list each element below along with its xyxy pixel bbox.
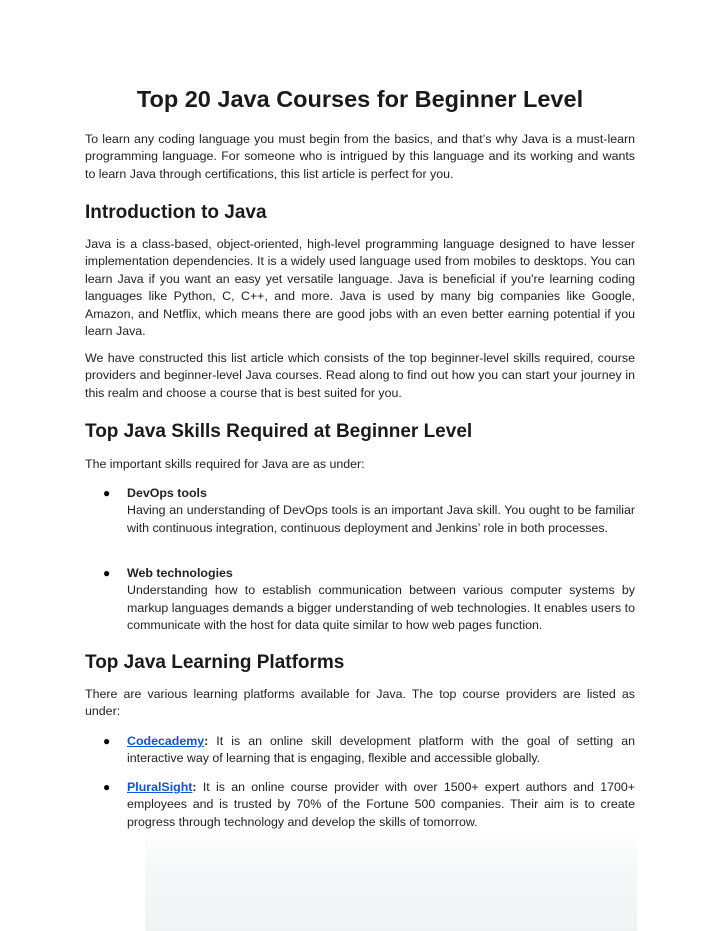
- list-item-title: DevOps tools: [127, 486, 207, 500]
- bullet-icon: ●: [103, 780, 111, 794]
- bullet-icon: ●: [103, 566, 111, 580]
- page-shadow: [145, 826, 637, 931]
- skills-paragraph: The important skills required for Java are as under:: [85, 457, 365, 471]
- pluralsight-link[interactable]: PluralSight: [127, 780, 193, 794]
- codecademy-link[interactable]: Codecademy: [127, 734, 205, 748]
- list-item-text: It is an online skill development platform with the goal of setting an interactive way of learning that is engaging, flexible and accessible globally.: [127, 734, 635, 766]
- platforms-paragraph: There are various learning platforms available for Java. The top course providers are listed as under:: [85, 687, 635, 719]
- bullet-icon: ●: [103, 734, 111, 748]
- list-item-codecademy: ● Codecademy: It is an online skill development platform with the goal of setting an interactive way of learning that is engaging, flexible and accessible globally.: [103, 734, 635, 766]
- list-item-text: It is an online course provider with over 1500+ expert authors and 1700+ employees and is trusted by 70% of the Fortune 500 companies. Their aim is to create progress through technology and develop the skills of tomorrow.: [127, 780, 635, 829]
- list-item-text: Understanding how to establish communication between various computer systems by markup languages demands a bigger understanding of web technologies. It enables users to communicate with the host for data quite similar to how web pages function.: [127, 583, 635, 633]
- list-item-web-technologies: [85, 565, 635, 635]
- section-heading-introduction: Introduction to Java: [85, 202, 267, 223]
- section-heading-skills: Top Java Skills Required at Beginner Level: [85, 421, 473, 442]
- list-item-pluralsight: ● PluralSight: It is an online course provider with over 1500+ expert authors and 1700+ employees and is trusted by 70% of the Fortune 500 companies. Their aim is to create progress through technology and develop the skills of tomorrow.: [103, 780, 635, 829]
- list-item-title: Web technologies: [127, 566, 233, 580]
- page-title: Top 20 Java Courses for Beginner Level: [136, 86, 584, 112]
- list-item-devops: [85, 485, 635, 537]
- intro-java-paragraph-1: Java is a class-based, object-oriented, high-level programming language designed to have lesser implementation dependencies. It is a widely used language used from mobiles to desktops. You can learn Java if you want an easy yet versatile language. Java is beneficial if you're learning coding languages like Python, C, C++, and more. Java is used by many big companies like Google, Amazon, and Netflix, which means there are good jobs with an even better earning potential if you learn Java.: [85, 237, 635, 339]
- bullet-icon: ●: [103, 486, 111, 500]
- intro-paragraph: To learn any coding language you must begin from the basics, and that’s why Java is a must-learn programming language. For someone who is intrigued by this language and its working and wants to learn Java through certifications, this list article is perfect for you.: [85, 132, 635, 181]
- intro-java-paragraph-2: We have constructed this list article which consists of the top beginner-level skills required, course providers and beginner-level Java courses. Read along to find out how you can start your journey in this realm and choose a course that is best suited for you.: [85, 351, 635, 400]
- section-heading-platforms: Top Java Learning Platforms: [85, 652, 345, 673]
- list-item-text: Having an understanding of DevOps tools is an important Java skill. You ought to be familiar with continuous integration, continuous deployment and Jenkins’ role in both processes.: [127, 503, 635, 535]
